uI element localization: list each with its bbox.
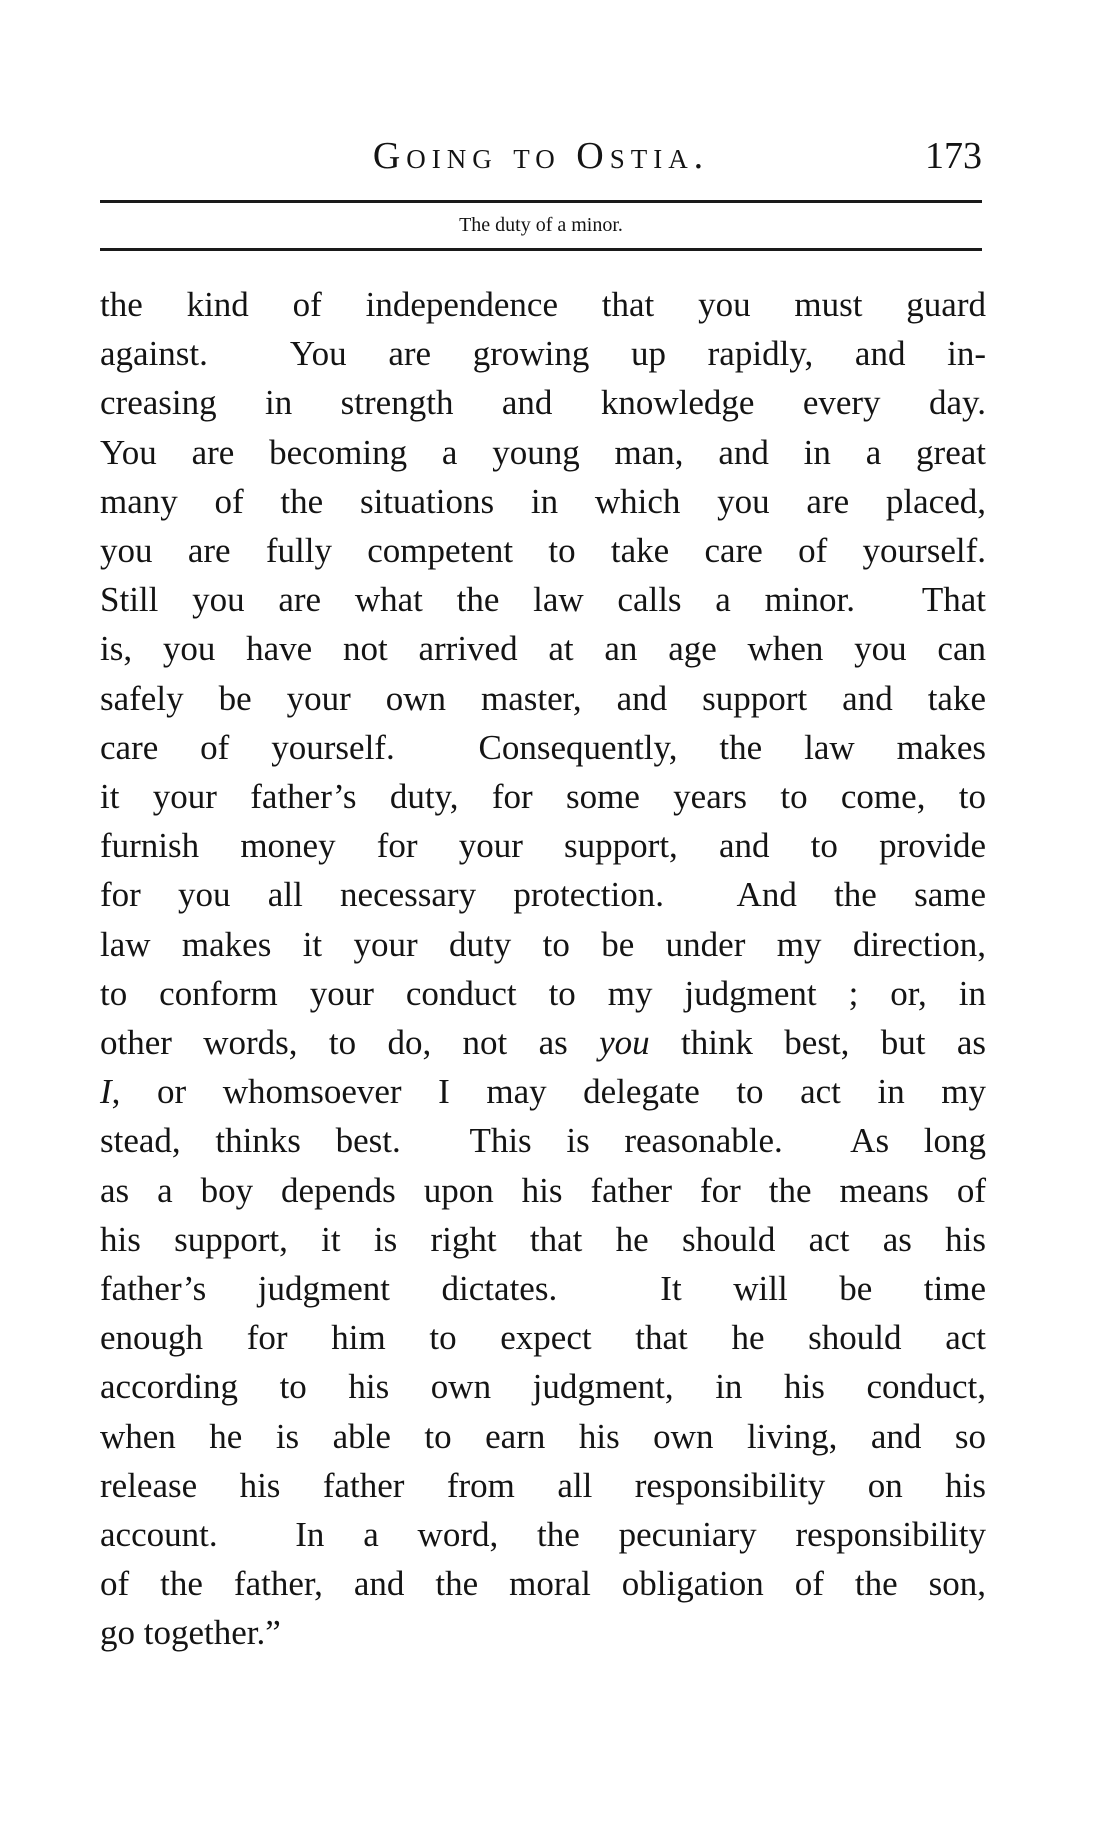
text-segment: think best, but as (649, 1023, 986, 1063)
text-line (100, 1559, 986, 1608)
text-line (100, 1461, 986, 1510)
text-segment: many of the situations in which you are placed, (100, 481, 986, 521)
text-line (100, 969, 986, 1018)
text-segment: , or whomsoever I may delegate to act in my (111, 1072, 986, 1112)
text-segment: it your father’s duty, for some years to come, to (100, 777, 986, 817)
text-segment: You are becoming a young man, and in a great (100, 432, 986, 472)
text-segment: release his father from all responsibility on his (100, 1465, 986, 1505)
text-segment: furnish money for your support, and to provide (100, 826, 986, 866)
text-line (100, 674, 986, 723)
text-segment: you are fully competent to take care of yourself. (100, 531, 986, 571)
text-line (100, 378, 986, 427)
header-rule-top (100, 200, 982, 203)
running-head (100, 128, 982, 184)
text-line (100, 1362, 986, 1411)
text-line (100, 723, 986, 772)
text-line (100, 477, 986, 526)
text-line (100, 870, 986, 919)
text-segment: his support, it is right that he should act as his (100, 1219, 986, 1259)
text-line (100, 1116, 986, 1165)
text-segment: enough for him to expect that he should act (100, 1318, 986, 1358)
text-line (100, 1166, 986, 1215)
text-segment: creasing in strength and knowledge every day. (100, 383, 986, 423)
text-line (100, 575, 986, 624)
text-line (100, 1215, 986, 1264)
italic-text: you (599, 1023, 650, 1063)
text-segment: stead, thinks best. This is reasonable. As long (100, 1121, 986, 1161)
text-line (100, 280, 986, 329)
text-line (100, 920, 986, 969)
text-line (100, 1412, 986, 1461)
text-segment: account. In a word, the pecuniary responsibility (100, 1515, 986, 1555)
text-line (100, 772, 986, 821)
text-line (100, 1313, 986, 1362)
text-segment: for you all necessary protection. And the same (100, 875, 986, 915)
text-segment: against. You are growing up rapidly, and in- (100, 334, 986, 374)
text-line (100, 1510, 986, 1559)
header-rule-bottom (100, 248, 982, 251)
text-line (100, 329, 986, 378)
text-segment: to conform your conduct to my judgment ; or, in (100, 973, 986, 1013)
text-line (100, 1018, 986, 1067)
body-text (100, 280, 986, 1658)
text-line (100, 428, 986, 477)
text-segment: other words, to do, not as (100, 1023, 600, 1063)
text-segment: safely be your own master, and support and take (100, 678, 986, 718)
text-segment: according to his own judgment, in his conduct, (100, 1367, 986, 1407)
text-line (100, 1067, 986, 1116)
text-segment: Still you are what the law calls a minor. That (100, 580, 986, 620)
text-line (100, 526, 986, 575)
running-title: Going to Ostia. (372, 135, 710, 177)
text-segment: father’s judgment dictates. It will be time (100, 1269, 986, 1309)
text-segment: the kind of independence that you must guard (100, 285, 986, 324)
italic-text: I (100, 1072, 112, 1112)
text-line (100, 821, 986, 870)
text-segment: as a boy depends upon his father for the means of (100, 1170, 986, 1210)
text-segment: law makes it your duty to be under my direction, (100, 924, 986, 964)
text-line (100, 1264, 986, 1313)
text-segment: is, you have not arrived at an age when you can (100, 629, 986, 669)
page-number: 173 (925, 135, 982, 177)
text-segment: care of yourself. Consequently, the law makes (100, 727, 986, 767)
text-segment: go together.” (100, 1613, 281, 1653)
text-segment: of the father, and the moral obligation of the son, (100, 1564, 986, 1604)
text-segment: when he is able to earn his own living, and so (100, 1416, 986, 1456)
text-line (100, 1608, 986, 1657)
section-subhead: The duty of a minor. (459, 214, 623, 236)
text-line (100, 624, 986, 673)
